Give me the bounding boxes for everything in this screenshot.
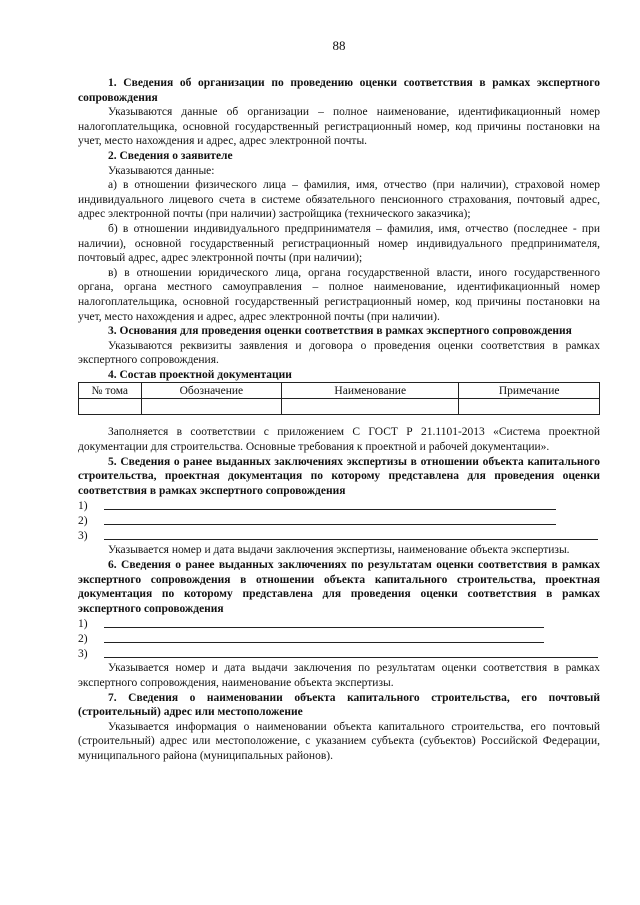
fill-line — [104, 647, 598, 658]
table-header-cell: Наименование — [282, 383, 459, 399]
list-item — [78, 616, 600, 631]
section-7-heading: 7. Сведения о наименовании объекта капитального строительства, его почтовый (строительный) адрес или местоположение — [78, 691, 600, 719]
section-2-heading: 2. Сведения о заявителе — [108, 149, 233, 162]
section-1-text: Указываются данные об организации – полное наименование, идентификационный номер налогоплательщика, основной государственный регистрационный номер, код причины постановки на учет, место нахождения и адрес, адрес электронной почты. — [78, 106, 600, 148]
list-item — [78, 528, 600, 543]
page-number: 88 — [332, 38, 346, 53]
table-cell — [282, 399, 459, 415]
fill-line — [104, 514, 556, 525]
section-5-heading: 5. Сведения о ранее выданных заключениях экспертизы в отношении объекта капитального строительства, проектная документация по которому представлена для проведения оценки соответствия в рамках экспертного сопровождения — [78, 455, 600, 497]
fill-line — [104, 499, 556, 510]
section-1-heading: 1. Сведения об организации по проведению оценки соответствия в рамках экспертного сопровождения — [78, 77, 600, 104]
section-5-list — [78, 498, 600, 543]
fill-line — [104, 617, 544, 628]
table-header-row — [79, 383, 600, 399]
list-item — [78, 631, 600, 646]
section-2-item-c: в) в отношении юридического лица, органа государственной власти, иного государственного органа, органа местного самоуправления – полное наименование, идентификационный номер налогоплательщика, основной государственный регистрационный номер, код причины постановки на учет, место нахождения и адрес, адрес электронной почты (при наличии). — [78, 266, 600, 323]
section-2-item-a: а) в отношении физического лица – фамилия, имя, отчество (при наличии), страховой номер индивидуального лицевого счета в системе обязательного пенсионного страхования, почтовый адрес, адрес электронной почты (при наличии) застройщика (технического заказчика); — [78, 179, 600, 221]
list-item-number: 2) — [78, 632, 88, 645]
table-cell — [459, 399, 600, 415]
section-6-heading: 6. Сведения о ранее выданных заключениях по результатам оценки соответствия в рамках экспертного сопровождения в отношении объекта капитального строительства, проектная документация по которому представлена для проведения оценки соответствия в рамках экспертного сопровождения — [78, 559, 600, 615]
list-item — [78, 513, 600, 528]
fill-line — [104, 632, 544, 643]
table-cell — [79, 399, 142, 415]
list-item-number: 2) — [78, 514, 88, 527]
document-body — [78, 76, 600, 764]
section-4-text: Заполняется в соответствии с приложением С ГОСТ Р 21.1101-2013 «Система проектной документации для строительства. Основные требования к проектной и рабочей документации». — [78, 426, 600, 454]
list-item-number: 3) — [78, 529, 88, 542]
list-item-number: 1) — [78, 499, 88, 512]
fill-line — [104, 529, 598, 540]
list-item-number: 3) — [78, 647, 88, 660]
table-header-cell: Обозначение — [141, 383, 282, 399]
table-row — [79, 399, 600, 415]
table-header-cell: Примечание — [459, 383, 600, 399]
section-3-text: Указываются реквизиты заявления и договора о проведения оценки соответствия в рамках экспертного сопровождения. — [78, 339, 600, 367]
table-cell — [141, 399, 282, 415]
project-docs-table — [78, 382, 600, 415]
table-header-cell: № тома — [79, 383, 142, 399]
list-item — [78, 498, 600, 513]
section-4-heading: 4. Состав проектной документации — [108, 368, 292, 381]
section-2-item-b: б) в отношении индивидуального предпринимателя – фамилия, имя, отчество (последнее - при наличии), основной государственный регистрационный номер индивидуального предпринимателя, почтовый адрес, адрес электронной почты (при наличии); — [78, 222, 600, 265]
list-item-number: 1) — [78, 617, 88, 630]
section-2-intro: Указываются данные: — [108, 164, 215, 177]
section-6-list — [78, 616, 600, 661]
section-3-heading: 3. Основания для проведения оценки соответствия в рамках экспертного сопровождения — [108, 325, 572, 338]
section-5-text: Указывается номер и дата выдачи заключения экспертизы, наименование объекта экспертизы. — [108, 544, 570, 557]
section-6-text: Указывается номер и дата выдачи заключения по результатам оценки соответствия в рамках экспертного сопровождения, наименование объекта экспертизы. — [78, 662, 600, 689]
section-7-text: Указывается информация о наименовании объекта капитального строительства, его почтовый (строительный) адрес или местоположение, с указанием субъекта (субъектов) Российской Федерации, муниципального района (муниципальных районов). — [78, 720, 600, 762]
list-item — [78, 646, 600, 661]
